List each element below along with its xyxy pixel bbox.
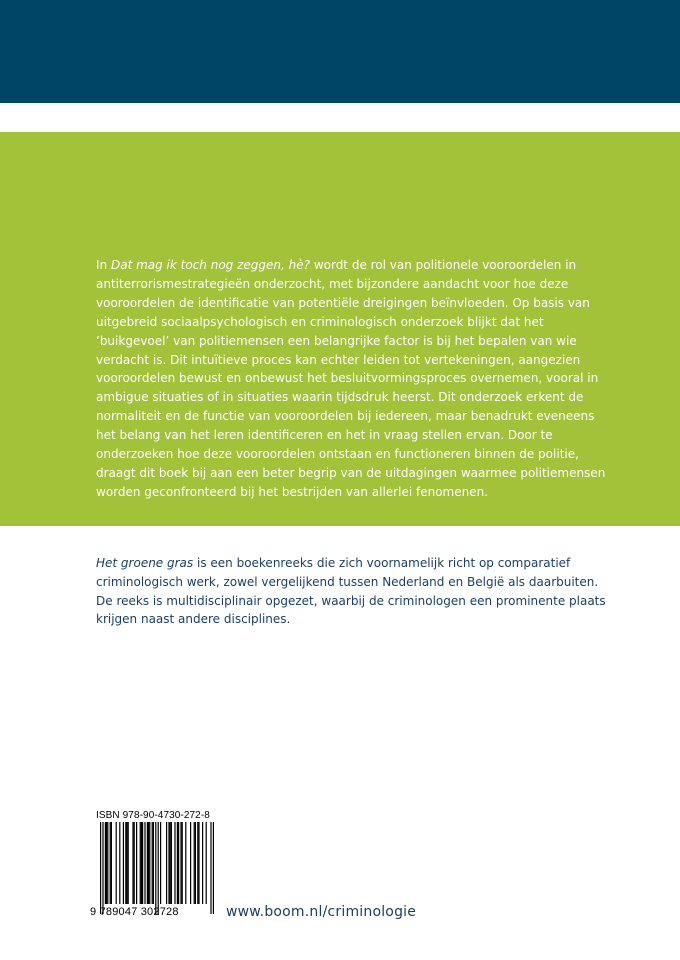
- barcode-bar: [106, 822, 107, 904]
- barcode-bar: [202, 822, 203, 904]
- barcode-bar: [182, 822, 183, 904]
- barcode-bar: [142, 822, 143, 904]
- barcode-bar: [153, 822, 154, 904]
- barcode: [90, 822, 222, 918]
- barcode-bar: [206, 822, 207, 904]
- barcode-bar: [134, 822, 135, 904]
- barcode-bar: [136, 822, 137, 904]
- series-description: [96, 554, 616, 629]
- barcode-bar: [171, 822, 172, 904]
- barcode-bar: [185, 822, 186, 904]
- barcode-bar: [177, 822, 178, 904]
- barcode-bar: [147, 822, 148, 904]
- book-title: Dat mag ik toch nog zeggen, hè?: [110, 258, 310, 272]
- barcode-bar: [100, 822, 101, 914]
- top-color-band: [0, 0, 680, 103]
- barcode-bar: [111, 822, 112, 904]
- blurb-intro: In: [96, 258, 111, 272]
- barcode-bar: [158, 822, 159, 914]
- barcode-bar: [178, 822, 179, 904]
- barcode-bar: [197, 822, 198, 904]
- barcode-bar: [194, 822, 195, 904]
- blurb-body: wordt de rol van politionele vooroordelen in antiterrorismestrategieën onderzocht, met bijzondere aandacht voor hoe deze vooroordelen de identificatie van potentiële dreigingen beïnvloeden. Op basis van uitgebreid sociaalpsychologisch en criminologisch onderzoek blijkt dat het ‘buikgevoel’ van politiemensen een belangrijke factor is bij het bepalen van wie verdacht is. Dit intuïtieve proces kan echter leiden tot vertekeningen, aangezien vooroordelen bewust en onbewust het besluitvormingsproces overnemen, vooral in ambigue situaties of in situaties waarin tijdsdruk heerst. Dit onderzoek erkent de normaliteit en de functie van vooroordelen bij iedereen, maar benadrukt eveneens het belang van het leren identificeren en het in vraag stellen ervan. Door te onderzoeken hoe deze vooroordelen ontstaan en functioneren binnen de politie, draagt dit boek bij aan een beter begrip van de uitdagingen waarmee politiemensen worden geconfronteerd bij het bestrijden van allerlei fenomenen.: [96, 258, 606, 499]
- barcode-bar: [213, 822, 214, 914]
- barcode-bar: [168, 822, 169, 904]
- barcode-bar: [198, 822, 199, 904]
- barcode-bar: [141, 822, 142, 904]
- barcode-bar: [125, 822, 126, 904]
- isbn-label: ISBN 978-90-4730-272-8: [96, 810, 210, 821]
- barcode-bar: [126, 822, 127, 904]
- barcode-bar: [195, 822, 196, 904]
- barcode-bar: [148, 822, 149, 904]
- series-name: Het groene gras: [96, 556, 194, 570]
- publisher-website-link[interactable]: www.boom.nl/criminologie: [226, 904, 417, 920]
- barcode-bar: [152, 822, 153, 904]
- barcode-bar: [210, 822, 211, 914]
- barcode-bar: [149, 822, 150, 904]
- barcode-bar: [170, 822, 171, 904]
- barcode-bar: [107, 822, 108, 904]
- barcode-bar: [160, 822, 161, 904]
- barcode-bar: [110, 822, 111, 904]
- series-text: is een boekenreeks die zich voornamelijk richt op comparatief criminologisch werk, zowel vergelijkend tussen Nederland en België als daarbuiten. De reeks is multidisciplinair opgezet, waarbij de criminologen een prominente plaats krijgen naast andere disciplines.: [96, 556, 606, 627]
- barcode-bar: [119, 822, 120, 904]
- barcode-bar: [123, 822, 124, 904]
- barcode-bar: [166, 822, 167, 904]
- barcode-bar: [190, 822, 191, 904]
- barcode-bar: [180, 822, 181, 904]
- back-cover-blurb: [96, 256, 606, 502]
- barcode-bar: [102, 822, 103, 914]
- barcode-bar: [174, 822, 175, 904]
- barcode-bar: [128, 822, 129, 904]
- barcode-bar: [140, 822, 141, 904]
- barcode-digits: 9 789047 302728: [90, 906, 179, 918]
- barcode-bar: [132, 822, 133, 904]
- barcode-bar: [155, 822, 156, 914]
- barcode-bar: [105, 822, 106, 904]
- barcode-bar: [116, 822, 117, 904]
- barcode-bar: [144, 822, 145, 904]
